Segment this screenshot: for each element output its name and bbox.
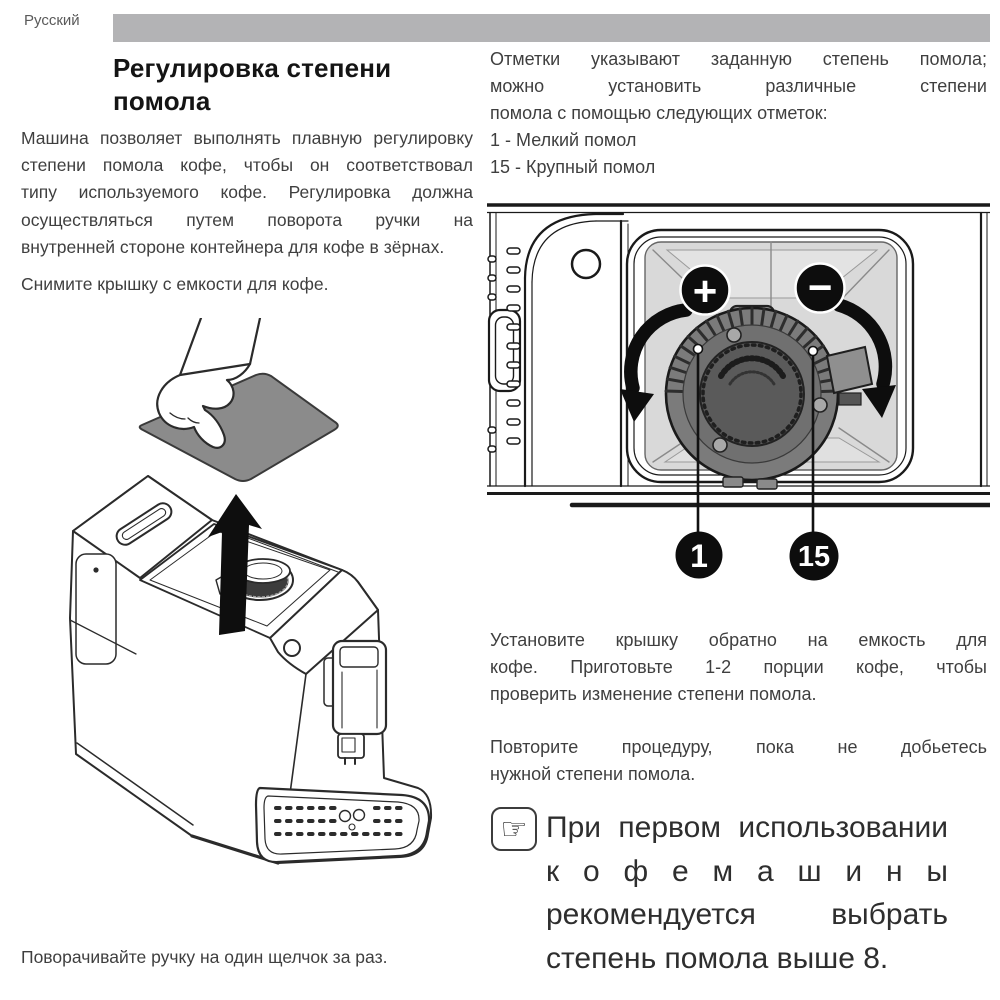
step-remove-lid: Снимите крышку с емкости для кофе. [21,274,329,294]
first-use-note: При первом использовании к о ф е м а ш и н ы рекомендуется выбрать степень помола выше 8. [546,811,948,975]
page-title: Регулировка степени помола [113,53,392,116]
plus-label: + [692,267,718,315]
language-label: Русский [24,12,80,29]
callout-fine-label: 1 [690,538,708,574]
intro-paragraph: Машина позволяет выполнять плавную регулировку степени помола кофе, чтобы он соответствовал типу используемого кофе. Регулировка должна осуществляться путем поворота ручки на внутренней стороне контейнера для кофе в зёрнах. [21,128,473,257]
grinder-adjustment-illustration [487,198,990,588]
pointing-hand-icon: ☞ [491,807,537,851]
machine-lid-removal-illustration [20,318,480,940]
turn-knob-caption: Поворачивайте ручку на один щелчок за раз. [21,947,388,967]
step-replace-paragraph: Установите крышку обратно на емкость для кофе. Приготовьте 1-2 порции кофе, чтобы проверить изменение степени помола. [490,630,987,704]
minus-label: − [807,263,833,311]
header-bar [113,14,990,42]
callout-coarse-label: 15 [797,541,831,573]
mark-coarse: 15 - Крупный помол [490,157,656,177]
mark-fine: 1 - Мелкий помол [490,130,637,150]
marks-paragraph: Отметки указывают заданную степень помола; можно установить различные степени помола с помощью следующих отметок: [490,49,987,123]
step-repeat-paragraph: Повторите процедуру, пока не добьетесь нужной степени помола. [490,737,987,784]
side-handle-recess [489,310,520,391]
dial-lever [827,347,872,393]
power-button [284,640,300,656]
marks-list [490,127,987,181]
